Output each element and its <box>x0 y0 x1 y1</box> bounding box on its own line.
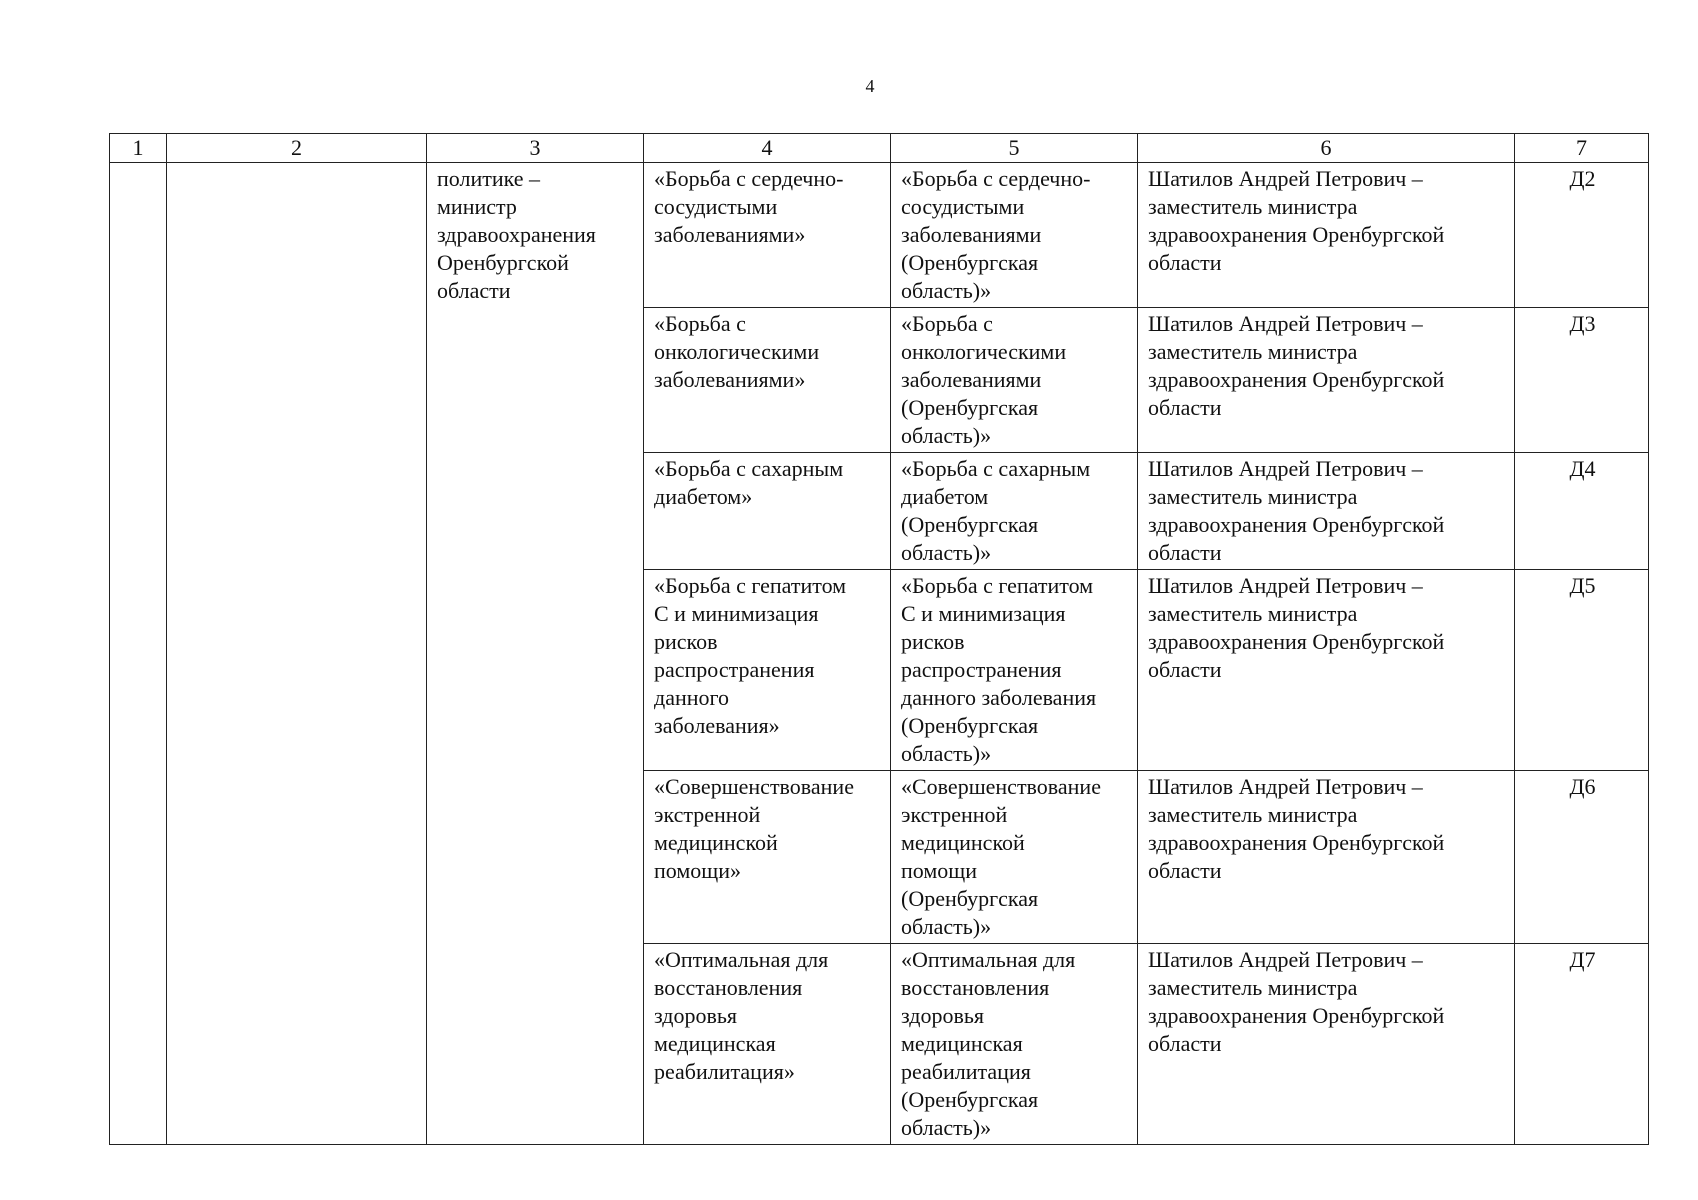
regional-project-cell <box>891 570 1138 771</box>
cell-text-line: диабетом» <box>654 484 753 509</box>
cell-text-line: области <box>1148 395 1222 420</box>
project-name-cell <box>644 771 891 944</box>
cell-text-line: области <box>1148 250 1222 275</box>
col2-cell <box>167 163 427 1145</box>
cell-text-line: здоровья <box>901 1003 985 1028</box>
table-body <box>110 163 1649 1145</box>
cell-text-line: помощи» <box>654 858 741 883</box>
cell-text-line: область)» <box>901 540 992 565</box>
regional-project-cell <box>891 944 1138 1145</box>
cell-text-line: (Оренбургская <box>901 250 1039 275</box>
cell-text-line: область)» <box>901 278 992 303</box>
cell-text-line: заболевания» <box>654 713 780 738</box>
column-number: 3 <box>427 134 644 163</box>
regional-project-cell <box>891 308 1138 453</box>
table-row <box>110 163 1649 308</box>
column-number: 6 <box>1138 134 1515 163</box>
cell-text-line: заместитель министра <box>1148 339 1358 364</box>
cell-text-line: «Оптимальная для <box>654 947 829 972</box>
cell-text-line: заместитель министра <box>1148 975 1358 1000</box>
cell-text-line: помощи <box>901 858 977 883</box>
cell-text-line: «Борьба с сахарным <box>654 456 844 481</box>
cell-text-line: данного заболевания <box>901 685 1097 710</box>
cell-text-line: заболеваниями <box>901 367 1042 392</box>
code-cell: Д5 <box>1515 570 1649 771</box>
responsible-position-cell <box>427 163 644 1145</box>
cell-text-line: распространения <box>901 657 1062 682</box>
column-number: 5 <box>891 134 1138 163</box>
cell-text-line: «Совершенствование <box>901 774 1101 799</box>
cell-text-line: С и минимизация <box>901 601 1066 626</box>
cell-text-line: (Оренбургская <box>901 1087 1039 1112</box>
cell-text-line: медицинской <box>901 830 1025 855</box>
cell-text-line: заболеваниями» <box>654 222 806 247</box>
cell-text-line: «Совершенствование <box>654 774 854 799</box>
cell-text-line: «Борьба с гепатитом <box>654 573 847 598</box>
code-cell: Д2 <box>1515 163 1649 308</box>
regional-project-cell <box>891 453 1138 570</box>
page-number: 4 <box>865 76 875 96</box>
responsible-person-cell <box>1138 308 1515 453</box>
cell-text-line: политике – <box>437 166 541 191</box>
cell-text-line: заболеваниями <box>901 222 1042 247</box>
cell-text-line: «Борьба с гепатитом <box>901 573 1094 598</box>
project-name-cell <box>644 163 891 308</box>
cell-text-line: (Оренбургская <box>901 886 1039 911</box>
cell-text-line: заместитель министра <box>1148 484 1358 509</box>
cell-text-line: экстренной <box>654 802 761 827</box>
cell-text-line: медицинская <box>901 1031 1023 1056</box>
cell-text-line: «Оптимальная для <box>901 947 1076 972</box>
cell-text-line: здравоохранения Оренбургской <box>1148 367 1445 392</box>
cell-text-line: заместитель министра <box>1148 601 1358 626</box>
cell-text-line: диабетом <box>901 484 989 509</box>
column-number-row <box>110 134 1649 163</box>
cell-text-line: здоровья <box>654 1003 738 1028</box>
cell-text-line: область)» <box>901 914 992 939</box>
cell-text-line: области <box>1148 858 1222 883</box>
cell-text-line: «Борьба с <box>654 311 746 336</box>
cell-text-line: «Борьба с сердечно- <box>654 166 844 191</box>
cell-text-line: онкологическими <box>654 339 820 364</box>
cell-text-line: онкологическими <box>901 339 1067 364</box>
cell-text-line: заместитель министра <box>1148 802 1358 827</box>
column-number: 7 <box>1515 134 1649 163</box>
column-number: 2 <box>167 134 427 163</box>
cell-text-line: сосудистыми <box>901 194 1025 219</box>
cell-text-line: сосудистыми <box>654 194 778 219</box>
cell-text-line: область)» <box>901 741 992 766</box>
cell-text-line: Шатилов Андрей Петрович – <box>1148 774 1423 799</box>
cell-text-line: данного <box>654 685 729 710</box>
cell-text-line: «Борьба с сердечно- <box>901 166 1091 191</box>
cell-text-line: «Борьба с сахарным <box>901 456 1091 481</box>
regional-project-cell <box>891 771 1138 944</box>
cell-text-line: здравоохранения Оренбургской <box>1148 629 1445 654</box>
cell-text-line: восстановления <box>654 975 803 1000</box>
cell-text-line: заместитель министра <box>1148 194 1358 219</box>
cell-text-line: распространения <box>654 657 815 682</box>
cell-text-line: Шатилов Андрей Петрович – <box>1148 166 1423 191</box>
column-number: 4 <box>644 134 891 163</box>
cell-text-line: С и минимизация <box>654 601 819 626</box>
responsible-person-cell <box>1138 944 1515 1145</box>
cell-text-line: Шатилов Андрей Петрович – <box>1148 456 1423 481</box>
cell-text-line: рисков <box>901 629 965 654</box>
responsible-person-cell <box>1138 163 1515 308</box>
cell-text-line: (Оренбургская <box>901 395 1039 420</box>
cell-text-line: области <box>1148 657 1222 682</box>
cell-text-line: Оренбургской <box>437 250 569 275</box>
responsible-person-cell <box>1138 771 1515 944</box>
cell-text-line: Шатилов Андрей Петрович – <box>1148 573 1423 598</box>
cell-text-line: медицинская <box>654 1031 776 1056</box>
cell-text-line: заболеваниями» <box>654 367 806 392</box>
cell-text-line: области <box>1148 1031 1222 1056</box>
cell-text-line: рисков <box>654 629 718 654</box>
column-number: 1 <box>110 134 167 163</box>
cell-text-line: области <box>437 278 511 303</box>
code-cell: Д3 <box>1515 308 1649 453</box>
cell-text-line: здравоохранения <box>437 222 596 247</box>
cell-text-line: здравоохранения Оренбургской <box>1148 512 1445 537</box>
col1-cell <box>110 163 167 1145</box>
cell-text-line: здравоохранения Оренбургской <box>1148 830 1445 855</box>
cell-text-line: область)» <box>901 1115 992 1140</box>
cell-text-line: область)» <box>901 423 992 448</box>
responsible-person-cell <box>1138 570 1515 771</box>
project-name-cell <box>644 308 891 453</box>
cell-text-line: реабилитация <box>901 1059 1031 1084</box>
cell-text-line: Шатилов Андрей Петрович – <box>1148 311 1423 336</box>
cell-text-line: министр <box>437 194 517 219</box>
document-table <box>109 133 1649 1145</box>
responsible-person-cell <box>1138 453 1515 570</box>
project-name-cell <box>644 570 891 771</box>
cell-text-line: восстановления <box>901 975 1050 1000</box>
code-cell: Д4 <box>1515 453 1649 570</box>
code-cell: Д6 <box>1515 771 1649 944</box>
project-name-cell <box>644 944 891 1145</box>
regional-project-cell <box>891 163 1138 308</box>
cell-text-line: области <box>1148 540 1222 565</box>
cell-text-line: медицинской <box>654 830 778 855</box>
code-cell: Д7 <box>1515 944 1649 1145</box>
project-name-cell <box>644 453 891 570</box>
cell-text-line: (Оренбургская <box>901 512 1039 537</box>
cell-text-line: (Оренбургская <box>901 713 1039 738</box>
cell-text-line: «Борьба с <box>901 311 993 336</box>
cell-text-line: здравоохранения Оренбургской <box>1148 1003 1445 1028</box>
cell-text-line: реабилитация» <box>654 1059 795 1084</box>
cell-text-line: Шатилов Андрей Петрович – <box>1148 947 1423 972</box>
cell-text-line: здравоохранения Оренбургской <box>1148 222 1445 247</box>
cell-text-line: экстренной <box>901 802 1008 827</box>
